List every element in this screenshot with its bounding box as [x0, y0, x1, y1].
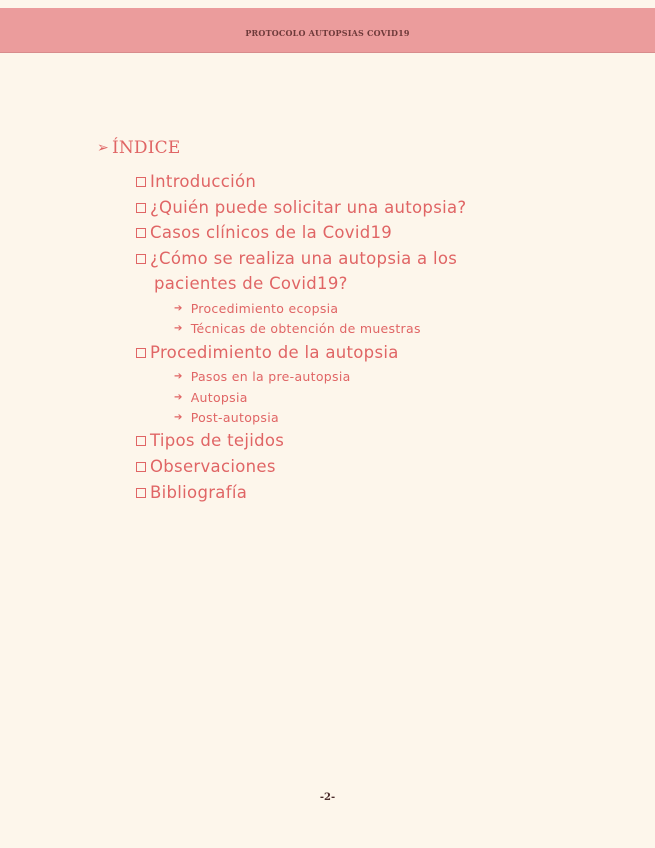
arrow-right-icon: ➔: [174, 412, 183, 423]
toc-item-tipos-tejidos[interactable]: [136, 431, 284, 450]
arrow-right-icon: ➔: [174, 323, 183, 334]
checkbox-icon: [136, 254, 146, 264]
checkbox-icon: [136, 228, 146, 238]
checkbox-icon: [136, 203, 146, 213]
toc-item-label: Introducción: [150, 172, 257, 191]
toc-item-casos-clinicos[interactable]: [136, 223, 392, 242]
toc-subitem-label: Post-autopsia: [190, 410, 279, 425]
index-heading: [97, 138, 181, 158]
checkbox-icon: [136, 462, 146, 472]
toc-item-bibliografia[interactable]: [136, 483, 247, 502]
index-heading-text: ÍNDICE: [111, 138, 181, 158]
toc-item-observaciones[interactable]: [136, 457, 276, 476]
toc-item-continuation[interactable]: pacientes de Covid19?: [154, 274, 348, 293]
arrow-right-icon: ➔: [174, 392, 183, 403]
arrow-right-icon: ➔: [174, 303, 183, 314]
toc-item-quien-puede-solicitar[interactable]: [136, 198, 466, 217]
document-header-title: PROTOCOLO AUTOPSIAS COVID19: [245, 28, 410, 38]
toc-subitem-autopsia[interactable]: [174, 390, 248, 405]
toc-item-label: Procedimiento de la autopsia: [150, 343, 399, 362]
checkbox-icon: [136, 488, 146, 498]
toc-subitem-label: Autopsia: [190, 390, 248, 405]
toc-subitem-procedimiento-ecopsia[interactable]: [174, 301, 338, 316]
toc-item-label: Observaciones: [150, 457, 276, 476]
toc-subitem-label: Procedimiento ecopsia: [190, 301, 339, 316]
toc-item-procedimiento-autopsia[interactable]: [136, 343, 399, 362]
checkbox-icon: [136, 177, 146, 187]
arrowhead-bullet-icon: ➢: [97, 140, 109, 156]
page-number: -2-: [319, 792, 336, 803]
toc-item-label: Bibliografía: [150, 483, 248, 502]
arrow-right-icon: ➔: [174, 371, 183, 382]
toc-item-label: Tipos de tejidos: [150, 431, 285, 450]
toc-item-label: Casos clínicos de la Covid19: [150, 223, 393, 242]
toc-item-como-se-realiza[interactable]: [136, 249, 457, 268]
toc-subitem-label: Técnicas de obtención de muestras: [190, 321, 421, 336]
toc-subitem-tecnicas-obtencion[interactable]: [174, 321, 421, 336]
toc-item-label: ¿Quién puede solicitar una autopsia?: [150, 198, 467, 217]
toc-subitem-pasos-pre-autopsia[interactable]: [174, 369, 351, 384]
toc-subitem-post-autopsia[interactable]: [174, 410, 279, 425]
toc-item-introduccion[interactable]: [136, 172, 256, 191]
checkbox-icon: [136, 436, 146, 446]
toc-subitem-label: Pasos en la pre-autopsia: [190, 369, 351, 384]
toc-item-label: ¿Cómo se realiza una autopsia a los: [150, 249, 458, 268]
checkbox-icon: [136, 348, 146, 358]
